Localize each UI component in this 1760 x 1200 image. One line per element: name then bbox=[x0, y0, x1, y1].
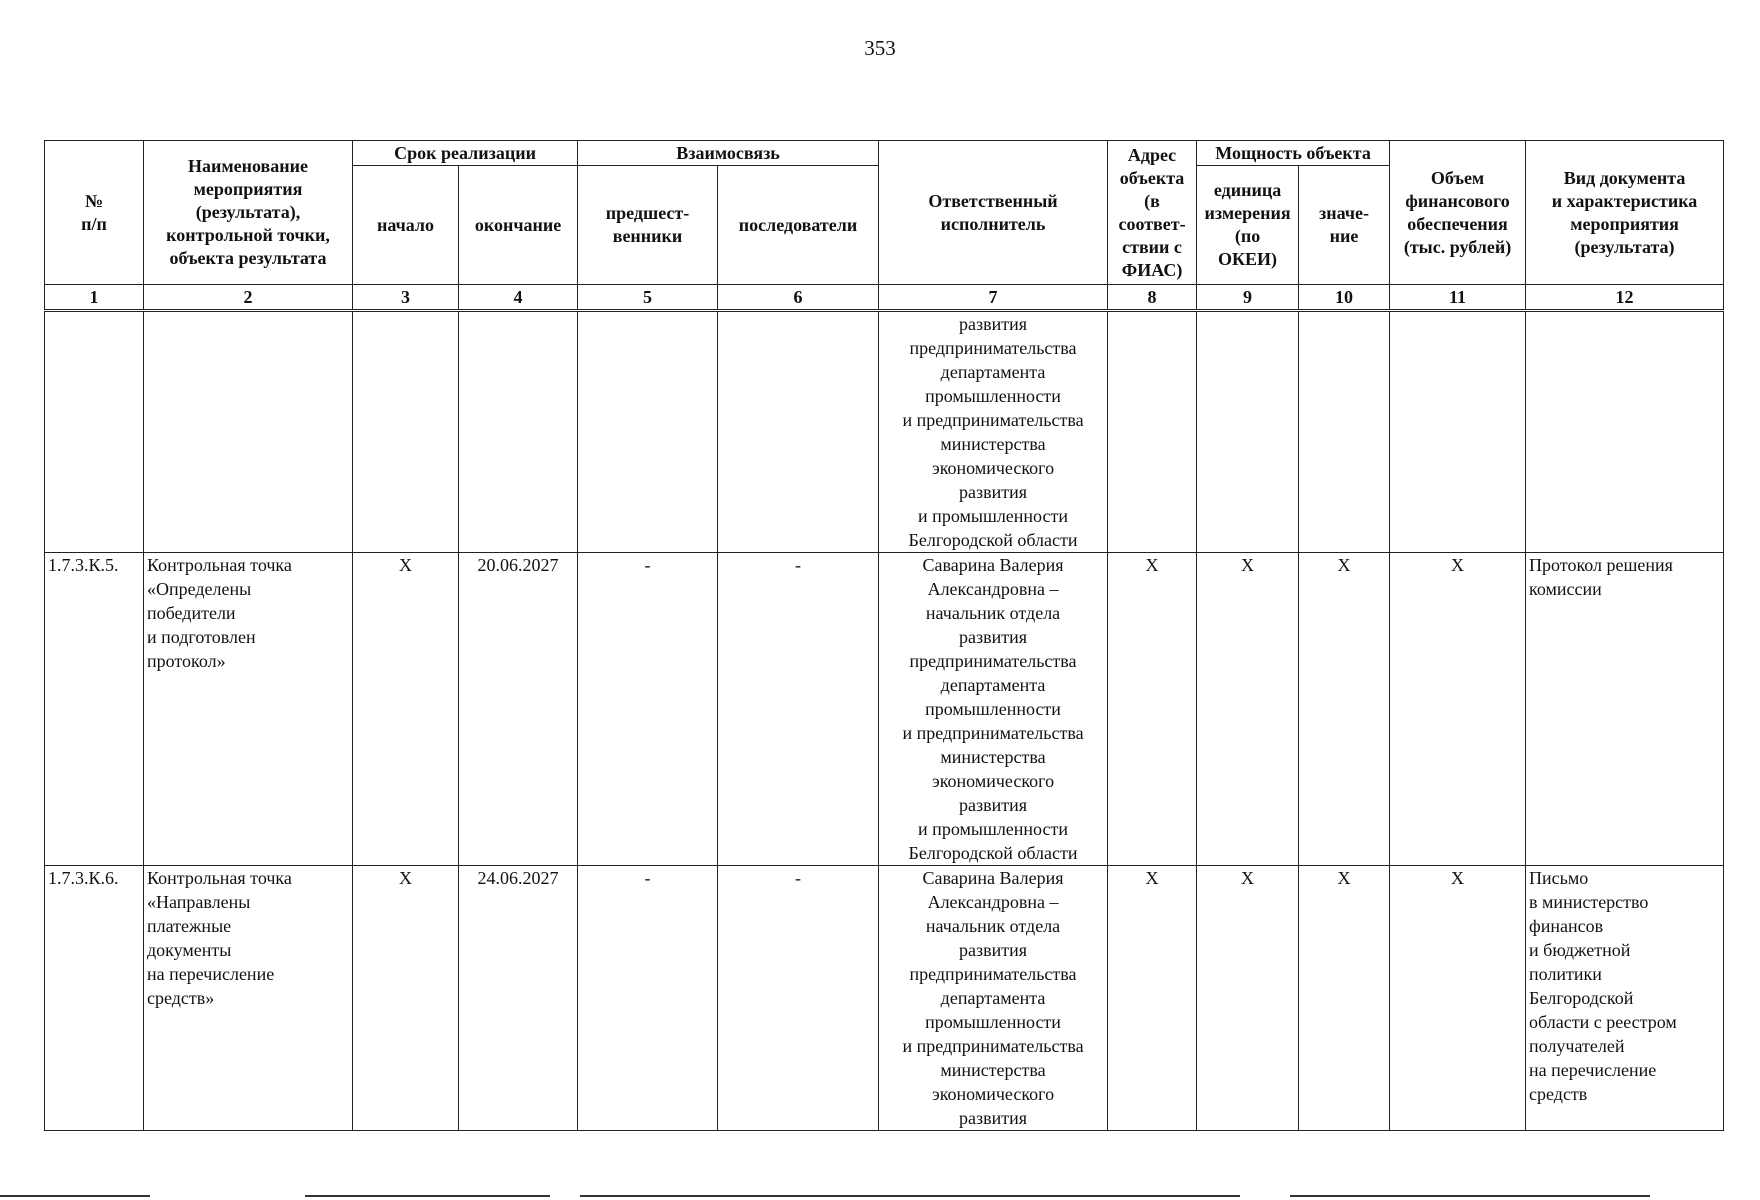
header-capacity-unit: единица измерения (по ОКЕИ) bbox=[1197, 166, 1299, 285]
column-number: 10 bbox=[1299, 285, 1390, 311]
cell-next: - bbox=[718, 553, 879, 866]
table-row bbox=[45, 866, 1724, 1131]
column-number: 5 bbox=[578, 285, 718, 311]
header-document: Вид документа и характеристика мероприятия (результата) bbox=[1526, 141, 1724, 285]
cell-end bbox=[459, 311, 578, 553]
column-number: 2 bbox=[144, 285, 353, 311]
cell-responsible: развития предпринимательства департамента промышленности и предпринимательства министерства экономического развития и промышленности Белгородской области bbox=[879, 311, 1108, 553]
cell-no bbox=[45, 311, 144, 553]
header-row-groups bbox=[45, 141, 1724, 166]
column-number: 6 bbox=[718, 285, 879, 311]
column-number: 11 bbox=[1390, 285, 1526, 311]
header-responsible: Ответственный исполнитель bbox=[879, 141, 1108, 285]
scan-edge-line bbox=[305, 1195, 550, 1197]
page-number: 353 bbox=[864, 36, 896, 60]
header-link-prev: предшест- венники bbox=[578, 166, 718, 285]
cell-finance: X bbox=[1390, 553, 1526, 866]
cell-no: 1.7.3.К.6. bbox=[45, 866, 144, 1131]
cell-end: 20.06.2027 bbox=[459, 553, 578, 866]
cell-address: X bbox=[1108, 866, 1197, 1131]
header-finance: Объем финансового обеспечения (тыс. рублей) bbox=[1390, 141, 1526, 285]
table-row bbox=[45, 553, 1724, 866]
header-capacity-group: Мощность объекта bbox=[1197, 141, 1390, 166]
column-number: 8 bbox=[1108, 285, 1197, 311]
cell-document bbox=[1526, 311, 1724, 553]
column-number: 4 bbox=[459, 285, 578, 311]
header-capacity-value: значе- ние bbox=[1299, 166, 1390, 285]
cell-name: Контрольная точка «Определены победители и подготовлен протокол» bbox=[144, 553, 353, 866]
column-number: 3 bbox=[353, 285, 459, 311]
cell-no: 1.7.3.К.5. bbox=[45, 553, 144, 866]
header-link-next: последователи bbox=[718, 166, 879, 285]
scan-edge-line bbox=[0, 1195, 150, 1197]
cell-value bbox=[1299, 311, 1390, 553]
cell-next bbox=[718, 311, 879, 553]
column-number: 12 bbox=[1526, 285, 1724, 311]
cell-document: Письмо в министерство финансов и бюджетной политики Белгородской области с реестром получателей на перечисление средств bbox=[1526, 866, 1724, 1131]
header-row-column-numbers bbox=[45, 285, 1724, 311]
header-term-group: Срок реализации bbox=[353, 141, 578, 166]
header-no: № п/п bbox=[45, 141, 144, 285]
column-number: 1 bbox=[45, 285, 144, 311]
measures-table bbox=[44, 140, 1724, 1131]
cell-address: X bbox=[1108, 553, 1197, 866]
header-link-group: Взаимосвязь bbox=[578, 141, 879, 166]
column-number: 9 bbox=[1197, 285, 1299, 311]
cell-unit: X bbox=[1197, 866, 1299, 1131]
cell-end: 24.06.2027 bbox=[459, 866, 578, 1131]
header-term-start: начало bbox=[353, 166, 459, 285]
column-number: 7 bbox=[879, 285, 1108, 311]
cell-address bbox=[1108, 311, 1197, 553]
scan-edge-line bbox=[1290, 1195, 1650, 1197]
cell-value: X bbox=[1299, 866, 1390, 1131]
cell-finance bbox=[1390, 311, 1526, 553]
cell-prev bbox=[578, 311, 718, 553]
cell-responsible: Саварина Валерия Александровна – начальник отдела развития предпринимательства департамента промышленности и предпринимательства министерства экономического развития bbox=[879, 866, 1108, 1131]
cell-unit: X bbox=[1197, 553, 1299, 866]
cell-name: Контрольная точка «Направлены платежные документы на перечисление средств» bbox=[144, 866, 353, 1131]
cell-document: Протокол решения комиссии bbox=[1526, 553, 1724, 866]
cell-value: X bbox=[1299, 553, 1390, 866]
cell-start: X bbox=[353, 553, 459, 866]
cell-next: - bbox=[718, 866, 879, 1131]
scan-edge-line bbox=[580, 1195, 1240, 1197]
cell-finance: X bbox=[1390, 866, 1526, 1131]
cell-prev: - bbox=[578, 866, 718, 1131]
cell-start bbox=[353, 311, 459, 553]
header-term-end: окончание bbox=[459, 166, 578, 285]
cell-start: X bbox=[353, 866, 459, 1131]
header-address: Адрес объекта (в соответ- ствии с ФИАС) bbox=[1108, 141, 1197, 285]
cell-prev: - bbox=[578, 553, 718, 866]
cell-responsible: Саварина Валерия Александровна – начальник отдела развития предпринимательства департамента промышленности и предпринимательства министерства экономического развития и промышленности Белгородской области bbox=[879, 553, 1108, 866]
cell-unit bbox=[1197, 311, 1299, 553]
header-name: Наименование мероприятия (результата), контрольной точки, объекта результата bbox=[144, 141, 353, 285]
cell-name bbox=[144, 311, 353, 553]
table-row-continuation bbox=[45, 311, 1724, 553]
